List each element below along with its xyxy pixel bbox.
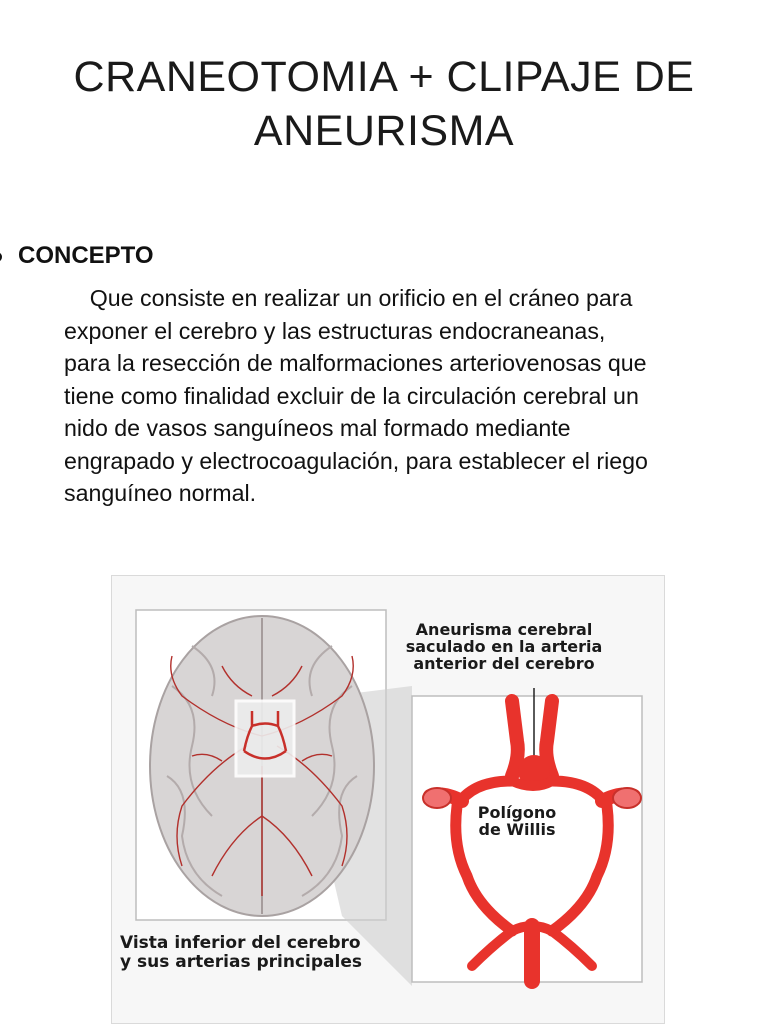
title-line-1: CRANEOTOMIA + CLIPAJE DE	[73, 53, 695, 101]
brain-inferior-view	[150, 616, 374, 916]
paragraph-line: para la resección de malformaciones arteriovenosas que	[64, 350, 647, 376]
paragraph-line: nido de vasos sanguíneos mal formado mediante	[64, 415, 571, 441]
concept-paragraph	[64, 282, 768, 510]
paragraph-line: tiene como finalidad excluir de la circulación cerebral un	[64, 382, 639, 409]
bullet-label: CONCEPTO	[18, 242, 154, 269]
paragraph-line: Que consiste en realizar un orificio en el cráneo para	[64, 285, 633, 311]
caption-line: saculado en la arteria	[405, 637, 603, 656]
caption-line: Polígono	[477, 803, 557, 822]
caption-line: de Willis	[478, 820, 556, 839]
brain-arteries-figure	[111, 575, 665, 1024]
caption-line: anterior del cerebro	[413, 654, 595, 673]
caption-line: y sus arterias principales	[120, 952, 362, 972]
left-carotid-stump	[423, 788, 451, 808]
caption-line: Vista inferior del cerebro	[120, 933, 361, 953]
inferior-view-caption	[120, 934, 410, 972]
aneurysm-caption	[404, 621, 604, 672]
title-line-2: ANEURISMA	[253, 107, 515, 155]
slide-title	[0, 50, 768, 158]
willis-caption	[467, 804, 567, 838]
bullet-dot-icon	[0, 252, 2, 262]
paragraph-line: sanguíneo normal.	[64, 480, 257, 506]
right-carotid-stump	[613, 788, 641, 808]
paragraph-line: engrapado y electrocoagulación, para establecer el riego	[64, 447, 648, 474]
caption-line: Aneurisma cerebral	[415, 620, 593, 639]
paragraph-line: exponer el cerebro y las estructuras endocraneanas,	[64, 317, 606, 344]
willis-inset-box	[236, 701, 294, 776]
